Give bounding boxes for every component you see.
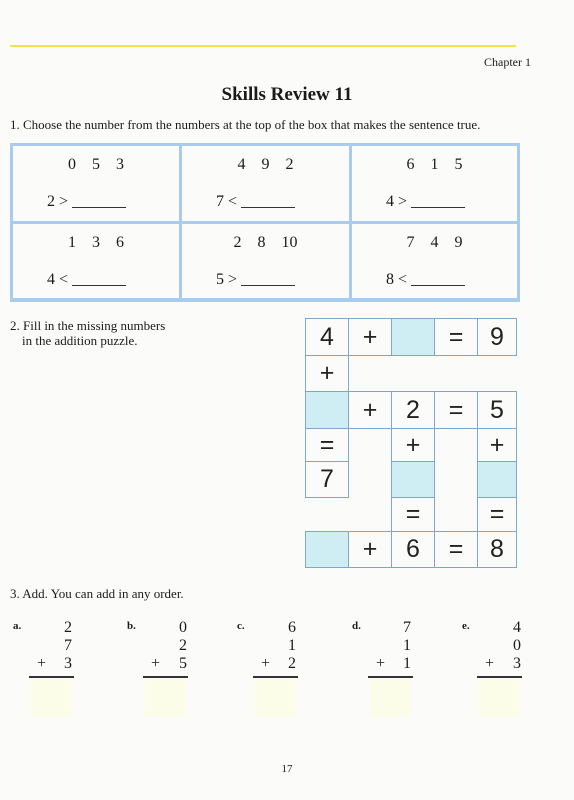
- puzzle-cell: +: [305, 355, 349, 392]
- answer-blank[interactable]: [241, 270, 295, 286]
- question-1-text: 1. Choose the number from the numbers at the top of the box that makes the sentence true.: [10, 117, 481, 132]
- puzzle-cell: 2: [391, 391, 435, 429]
- puzzle-cell: 6: [391, 531, 435, 568]
- answer-blank[interactable]: [411, 192, 465, 208]
- addend: 0: [179, 619, 187, 636]
- comparison-box: [182, 146, 349, 221]
- question-2-text-line1: 2. Fill in the missing numbers: [10, 318, 166, 333]
- puzzle-cell: +: [477, 428, 517, 462]
- box-sentence: 4 <: [47, 270, 126, 289]
- sum-line: [368, 676, 413, 678]
- box-sentence: 4 >: [386, 192, 465, 211]
- puzzle-blank-cell[interactable]: [305, 531, 349, 568]
- sum-line: [29, 676, 74, 678]
- addend: 2: [179, 637, 187, 654]
- problem-label: b.: [127, 620, 136, 632]
- addend: 3: [64, 655, 72, 672]
- box-sentence: 7 <: [216, 192, 295, 211]
- puzzle-blank-cell[interactable]: [391, 318, 435, 356]
- sum-line: [477, 676, 522, 678]
- plus-sign: +: [261, 655, 271, 672]
- addend: 7: [64, 637, 72, 654]
- box-sentence: 8 <: [386, 270, 465, 289]
- page-number: 17: [281, 763, 293, 775]
- puzzle-cell: 7: [305, 461, 349, 498]
- plus-sign: +: [376, 655, 386, 672]
- sum-line: [253, 676, 298, 678]
- answer-box[interactable]: [145, 679, 185, 717]
- box-numbers: 7 4 9: [406, 234, 463, 251]
- box-numbers: 6 1 5: [406, 156, 463, 173]
- puzzle-cell: =: [434, 318, 478, 356]
- addend: 0: [513, 637, 521, 654]
- comparison-box: [352, 146, 517, 221]
- puzzle-cell: =: [434, 391, 478, 429]
- addend: 1: [403, 655, 411, 672]
- puzzle-cell: =: [477, 497, 517, 532]
- addend: 3: [513, 655, 521, 672]
- puzzle-cell: +: [348, 391, 392, 429]
- puzzle-cell: +: [391, 428, 435, 462]
- puzzle-blank-cell[interactable]: [305, 391, 349, 429]
- puzzle-cell: 8: [477, 531, 517, 568]
- puzzle-cell: 9: [477, 318, 517, 356]
- header-rule: [10, 45, 516, 47]
- page-title: Skills Review 11: [221, 84, 353, 105]
- box-numbers: 0 5 3: [68, 156, 124, 173]
- answer-box[interactable]: [255, 679, 295, 717]
- answer-blank[interactable]: [241, 192, 295, 208]
- comparison-box: [182, 224, 349, 298]
- addend: 6: [288, 619, 296, 636]
- problem-label: e.: [462, 620, 470, 632]
- answer-blank[interactable]: [411, 270, 465, 286]
- addend: 5: [179, 655, 187, 672]
- problem-label: c.: [237, 620, 245, 632]
- question-3-text: 3. Add. You can add in any order.: [10, 586, 184, 601]
- plus-sign: +: [485, 655, 495, 672]
- answer-box[interactable]: [479, 679, 519, 717]
- addend: 4: [513, 619, 521, 636]
- answer-box[interactable]: [31, 679, 71, 717]
- comparison-box: [13, 146, 179, 221]
- plus-sign: +: [151, 655, 161, 672]
- box-numbers: 2 8 10: [233, 234, 298, 251]
- puzzle-cell: =: [391, 497, 435, 532]
- puzzle-cell: 5: [477, 391, 517, 429]
- box-numbers: 1 3 6: [68, 234, 124, 251]
- comparison-box: [13, 224, 179, 298]
- addend: 1: [288, 637, 296, 654]
- puzzle-cell: =: [305, 428, 349, 462]
- question-2-text-line2: in the addition puzzle.: [22, 333, 138, 348]
- puzzle-cell: +: [348, 531, 392, 568]
- chapter-label: Chapter 1: [484, 55, 531, 69]
- puzzle-cell: =: [434, 531, 478, 568]
- addend: 1: [403, 637, 411, 654]
- problem-label: d.: [352, 620, 361, 632]
- comparison-grid: [10, 143, 520, 302]
- answer-box[interactable]: [370, 679, 410, 717]
- plus-sign: +: [37, 655, 47, 672]
- box-sentence: 5 >: [216, 270, 295, 289]
- addend: 2: [288, 655, 296, 672]
- answer-blank[interactable]: [72, 192, 126, 208]
- puzzle-blank-cell[interactable]: [477, 461, 517, 498]
- sum-line: [143, 676, 188, 678]
- addend: 2: [64, 619, 72, 636]
- box-sentence: 2 >: [47, 192, 126, 211]
- addend: 7: [403, 619, 411, 636]
- puzzle-cell: +: [348, 318, 392, 356]
- comparison-box: [352, 224, 517, 298]
- answer-blank[interactable]: [72, 270, 126, 286]
- puzzle-blank-cell[interactable]: [391, 461, 435, 498]
- problem-label: a.: [13, 620, 22, 632]
- box-numbers: 4 9 2: [237, 156, 294, 173]
- puzzle-cell: 4: [305, 318, 349, 356]
